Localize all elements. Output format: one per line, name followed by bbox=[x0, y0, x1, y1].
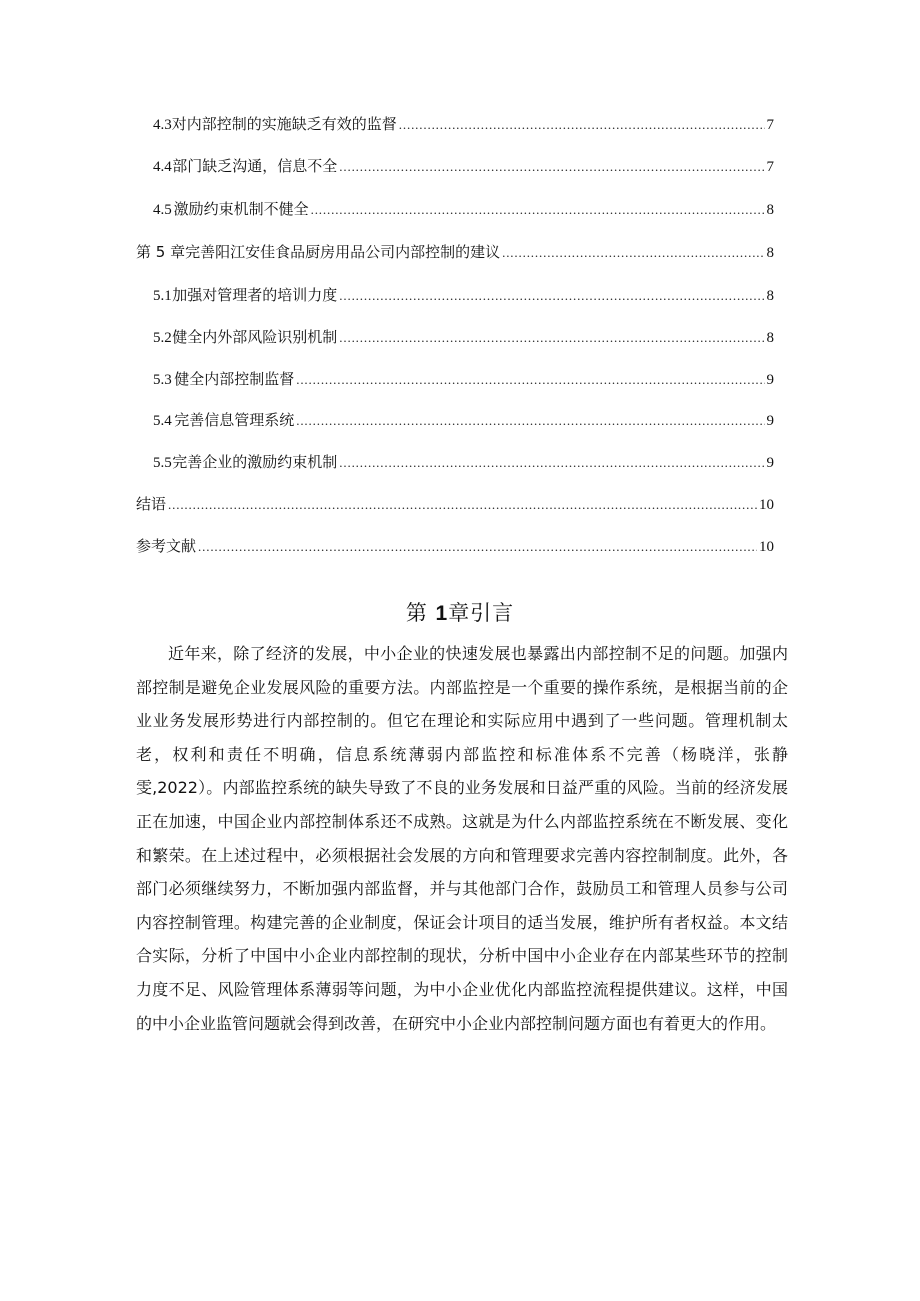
toc-entry-4-5[interactable] bbox=[153, 197, 774, 221]
toc-dot-leader bbox=[198, 535, 757, 559]
toc-entry-page: 7 bbox=[766, 159, 774, 175]
chapter-title: 章引言 bbox=[448, 601, 515, 625]
toc-entry-chapter-5[interactable] bbox=[136, 240, 774, 264]
toc-dot-leader bbox=[339, 451, 764, 475]
toc-dot-leader bbox=[339, 155, 764, 179]
toc-entry-title: 健全内部控制监督 bbox=[174, 370, 295, 388]
toc-entry-5-5[interactable] bbox=[153, 450, 774, 474]
toc-entry-page: 10 bbox=[759, 497, 774, 513]
toc-entry-number: 5.3 bbox=[153, 372, 172, 388]
toc-entry-number: 4.5 bbox=[153, 202, 172, 218]
toc-dot-leader bbox=[339, 284, 764, 308]
toc-entry-page: 8 bbox=[766, 202, 774, 218]
toc-entry-page: 9 bbox=[766, 455, 774, 471]
toc-dot-leader bbox=[399, 113, 765, 137]
toc-entry-number: 4.3 bbox=[153, 117, 172, 133]
toc-entry-4-4[interactable] bbox=[153, 154, 774, 178]
toc-dot-leader bbox=[339, 326, 764, 350]
toc-entry-title: 部门缺乏沟通，信息不全 bbox=[172, 157, 338, 175]
toc-entry-title: 第 5 章完善阳江安佳食品厨房用品公司内部控制的建议 bbox=[136, 243, 501, 261]
toc-entry-number: 4.4 bbox=[153, 159, 172, 175]
toc-entry-title: 参考文献 bbox=[136, 537, 197, 555]
toc-entry-5-2[interactable] bbox=[153, 325, 774, 349]
toc-entry-title: 激励约束机制不健全 bbox=[173, 200, 309, 218]
toc-entry-title: 健全内外部风险识别机制 bbox=[172, 328, 338, 346]
toc-entry-page: 7 bbox=[766, 117, 774, 133]
toc-entry-5-1[interactable] bbox=[153, 283, 774, 307]
toc-dot-leader bbox=[168, 493, 757, 517]
toc-dot-leader bbox=[296, 409, 764, 433]
toc-entry-number: 5.1 bbox=[153, 288, 172, 304]
toc-entry-5-3[interactable] bbox=[153, 367, 774, 391]
chapter-number: 1 bbox=[435, 602, 449, 625]
toc-entry-number: 5.4 bbox=[153, 413, 172, 429]
toc-entry-references[interactable] bbox=[136, 534, 774, 558]
toc-entry-page: 8 bbox=[766, 330, 774, 346]
toc-entry-title: 完善企业的激励约束机制 bbox=[172, 453, 338, 471]
toc-entry-page: 10 bbox=[759, 539, 774, 555]
chapter-heading bbox=[0, 597, 920, 627]
toc-entry-page: 8 bbox=[766, 288, 774, 304]
toc-dot-leader bbox=[311, 198, 765, 222]
toc-entry-title: 对内部控制的实施缺乏有效的监督 bbox=[171, 115, 397, 133]
chapter-prefix: 第 bbox=[405, 601, 428, 625]
toc-entry-conclusion[interactable] bbox=[136, 492, 774, 516]
toc-entry-title: 完善信息管理系统 bbox=[174, 411, 295, 429]
intro-paragraph: 近年来，除了经济的发展，中小企业的快速发展也暴露出内部控制不足的问题。加强内部控制是避免企业发展风险的重要方法。内部监控是一个重要的操作系统，是根据当前的企业业务发展形势进行内部控制的。但它在理论和实际应用中遇到了一些问题。管理机制太老，权利和责任不明确，信息系统薄弱内部监控和标准体系不完善（杨晓洋，张静雯,2022）。内部监控系统的缺失导致了不良的业务发展和日益严重的风险。当前的经济发展正在加速，中国企业内部控制体系还不成熟。这就是为什么内部监控系统在不断发展、变化和繁荣。在上述过程中，必须根据社会发展的方向和管理要求完善内容控制制度。此外，各部门必须继续努力，不断加强内部监督，并与其他部门合作，鼓励员工和管理人员参与公司内容控制管理。构建完善的企业制度，保证会计项目的适当发展，维护所有者权益。本文结合实际，分析了中国中小企业内部控制的现状，分析中国中小企业存在内部某些环节的控制力度不足、风险管理体系薄弱等问题，为中小企业优化内部监控流程提供建议。这样，中国的中小企业监管问题就会得到改善，在研究中小企业内部控制问题方面也有着更大的作用。 bbox=[136, 644, 788, 1033]
toc-dot-leader bbox=[502, 241, 764, 265]
toc-entry-page: 8 bbox=[766, 245, 774, 261]
toc-entry-title: 结语 bbox=[136, 495, 167, 513]
toc-entry-4-3[interactable] bbox=[153, 112, 774, 136]
toc-entry-page: 9 bbox=[766, 372, 774, 388]
toc-dot-leader bbox=[296, 368, 764, 392]
toc-entry-number: 5.2 bbox=[153, 330, 172, 346]
toc-entry-number: 5.5 bbox=[153, 455, 172, 471]
toc-entry-page: 9 bbox=[766, 413, 774, 429]
toc-entry-5-4[interactable] bbox=[153, 408, 774, 432]
toc-entry-title: 加强对管理者的培训力度 bbox=[172, 286, 338, 304]
